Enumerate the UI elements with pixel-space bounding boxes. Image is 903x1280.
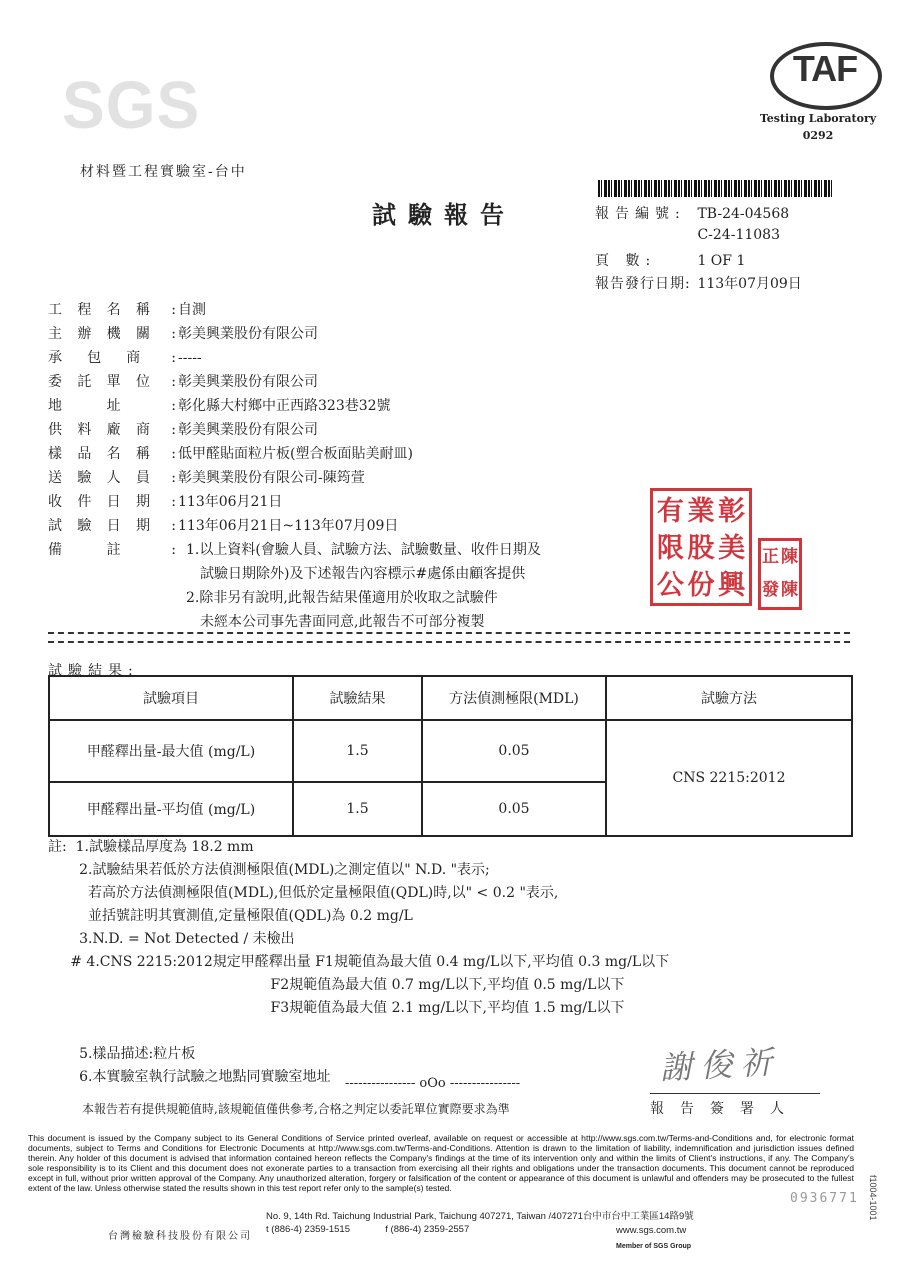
note-line (48, 1020, 669, 1043)
seal-char: 陳 (781, 580, 798, 600)
seal-char: 有 (656, 496, 684, 527)
note-line: 2.試驗結果若低於方法偵測極限值(MDL)之測定值以" N.D. "表示; (48, 862, 490, 878)
disclaimer-cn: 本報告若有提供規範值時,該規範值僅供參考,合格之判定以委託單位實際要求為準 (82, 1102, 510, 1116)
results-label: 試驗結果: (48, 663, 139, 679)
seal-char: 發 (762, 580, 779, 600)
remark-row (48, 610, 541, 634)
remark-text: 試驗日期除外)及下述報告內容標示#處係由顧客提供 (200, 566, 526, 582)
results-table (48, 675, 853, 837)
field-value: 彰美興業股份有限公司-陳筠萱 (178, 470, 365, 486)
note-line: 6.本實驗室執行試驗之地點同實驗室地址 (48, 1069, 331, 1085)
field-value: 彰美興業股份有限公司 (178, 374, 318, 390)
remark-row (48, 538, 541, 562)
field-label: 承 包 商 : (48, 350, 176, 366)
field-value: 自測 (178, 302, 206, 318)
row-mdl: 0.05 (422, 720, 606, 782)
taf-line2: 0292 (802, 129, 834, 142)
header-mdl: 方法偵測極限(MDL) (422, 676, 606, 720)
report-no2-row (595, 227, 780, 243)
field-row (48, 418, 541, 442)
footer-member: Member of SGS Group (616, 1243, 692, 1250)
field-value: 彰化縣大村鄉中正西路323巷32號 (178, 398, 391, 414)
table-header-row (49, 676, 852, 720)
seal-char: 陳 (781, 547, 798, 567)
separator (48, 632, 850, 643)
report-no-label: 報告編號: (595, 206, 686, 222)
remark-row (48, 586, 541, 610)
field-label: 送 驗 人 員 : (48, 470, 176, 486)
note-line: F3規範值為最大值 2.1 mg/L以下,平均值 1.5 mg/L以下 (48, 1000, 625, 1016)
footer-fax: f (886-4) 2359-2557 (385, 1224, 470, 1235)
field-row (48, 514, 541, 538)
report-title: 試驗報告 (372, 200, 516, 229)
seal-char: 業 (687, 496, 715, 527)
footer-tel: t (886-4) 2359-1515 (266, 1224, 350, 1235)
lab-name: 材料暨工程實驗室-台中 (80, 164, 247, 180)
row-method: CNS 2215:2012 (606, 720, 852, 836)
header-method: 試驗方法 (606, 676, 852, 720)
table-row (49, 720, 852, 782)
field-label: 試 驗 日 期 : (48, 518, 176, 534)
note-line: 5.樣品描述:粒片板 (48, 1046, 196, 1062)
report-fields (48, 298, 541, 634)
issue-date: 113年07月09日 (697, 276, 802, 292)
footer-website[interactable]: www.sgs.com.tw (616, 1225, 687, 1236)
field-row (48, 466, 541, 490)
taf-line1: Testing Laboratory (759, 112, 877, 125)
remark-text: 1.以上資料(會驗人員、試驗方法、試驗數量、收件日期及 (186, 542, 541, 558)
field-value: 彰美興業股份有限公司 (178, 422, 318, 438)
row-item: 甲醛釋出量-最大值 (mg/L) (49, 720, 293, 782)
legal-notice: This document is issued by the Company subject to its General Conditions of Service printed overleaf, available on request or accessible at http://www.sgs.com.tw/Terms-and-Conditions and, for electronic format documents, subject to Terms and Conditions for Electronic Documents at http://www.sgs.com.tw/Terms-and-Conditions. Attention is drawn to the limitation of liability, indemnification and jurisdiction issues defined therein. Any holder of this document is advised that information contained hereon reflects the Company's findings at the time of its intervention only and within the limits of Client's instructions, if any. The Company's sole responsibility is to its Client and this document does not exonerate parties to a transaction from exercising all their rights and obligations under the transaction documents. This document cannot be reproduced except in full, without prior written approval of the Company. Any unauthorized alteration, forgery or falsification of the content or appearance of this document is unlawful and offenders may be prosecuted to the fullest extent of the law. Unless otherwise stated the results shown in this test report refer only to the sample(s) tested. (28, 1133, 854, 1193)
field-value: 低甲醛貼面粒片板(塑合板面貼美耐皿) (178, 446, 413, 462)
row-result: 1.5 (293, 720, 422, 782)
seal-char: 限 (656, 533, 684, 564)
field-row (48, 442, 541, 466)
field-row (48, 298, 541, 322)
report-no: TB-24-04568 (697, 206, 790, 222)
pages-value: 1 OF 1 (697, 253, 746, 269)
end-mark: ---------------- oOo ---------------- (345, 1076, 521, 1091)
pages-label: 頁 數: (595, 253, 657, 269)
remark-label: 備 註 : (48, 542, 176, 558)
field-row (48, 370, 541, 394)
note-line: 3.N.D. = Not Detected / 未檢出 (48, 931, 295, 947)
seal-char: 公 (656, 570, 684, 601)
field-label: 樣 品 名 稱 : (48, 446, 176, 462)
seal-char: 份 (687, 570, 715, 601)
personal-seal (758, 538, 802, 610)
row-mdl: 0.05 (422, 782, 606, 836)
field-label: 供 料 廠 商 : (48, 422, 176, 438)
taf-logo: TAF (792, 48, 858, 89)
issue-date-row (595, 273, 802, 293)
field-label: 工 程 名 稱 : (48, 302, 176, 318)
footer-address-line: No. 9, 14th Rd. Taichung Industrial Park, Taichung 407271, Taiwan /407271台中市台中工業區14路9號 (266, 1211, 694, 1222)
remark-text: 2.除非另有說明,此報告結果僅適用於收取之試驗件 (186, 590, 498, 606)
seal-char: 股 (687, 533, 715, 564)
remark-text: 未經本公司事先書面同意,此報告不可部分複製 (200, 614, 485, 630)
header-item: 試驗項目 (49, 676, 293, 720)
note-line: 若高於方法偵測極限值(MDL),但低於定量極限值(QDL)時,以" < 0.2 "表示, (48, 885, 559, 901)
seal-char: 正 (762, 547, 779, 567)
barcode (598, 180, 834, 197)
handwritten-signature: 謝俊祈 (659, 1042, 782, 1088)
seal-char: 興 (718, 570, 746, 601)
notes (48, 836, 669, 1089)
field-row (48, 346, 541, 370)
field-label: 主 辦 機 關 : (48, 326, 176, 342)
field-label: 地 址 : (48, 398, 176, 414)
signature-line (650, 1093, 820, 1094)
header-result: 試驗結果 (293, 676, 422, 720)
field-value: 113年06月21日 (178, 494, 283, 510)
taf-caption (748, 110, 888, 144)
remark-row (48, 562, 541, 586)
footer-company: 台灣檢驗科技股份有限公司 (108, 1231, 252, 1242)
serial-number: 0936771 (790, 1191, 859, 1206)
note-line: # 4.CNS 2215:2012規定甲醛釋出量 F1規範值為最大值 0.4 mg/L以下,平均值 0.3 mg/L以下 (48, 954, 670, 970)
note-line: 註: 1.試驗樣品厚度為 18.2 mm (48, 839, 254, 855)
field-label: 委 託 單 位 : (48, 374, 176, 390)
seal-char: 美 (718, 533, 746, 564)
report-no-row (595, 203, 789, 223)
sgs-logo: SGS (62, 67, 201, 143)
note-line: F2規範值為最大值 0.7 mg/L以下,平均值 0.5 mg/L以下 (48, 977, 625, 993)
report-no2: C-24-11083 (697, 227, 780, 243)
row-item: 甲醛釋出量-平均值 (mg/L) (49, 782, 293, 836)
signer-label: 報告簽署人 (650, 1101, 800, 1117)
field-row (48, 394, 541, 418)
note-line: 並括號註明其實測值,定量極限值(QDL)為 0.2 mg/L (48, 908, 413, 924)
company-seal (650, 488, 752, 606)
field-value: 113年06月21日~113年07月09日 (178, 518, 399, 534)
field-row (48, 490, 541, 514)
pages-row (595, 250, 745, 270)
field-value: 彰美興業股份有限公司 (178, 326, 318, 342)
issue-date-label: 報告發行日期: (595, 276, 691, 292)
field-label: 收 件 日 期 : (48, 494, 176, 510)
form-number: f1004-1001 (868, 1175, 878, 1221)
field-value: ----- (178, 350, 202, 366)
row-result: 1.5 (293, 782, 422, 836)
field-row (48, 322, 541, 346)
seal-char: 彰 (718, 496, 746, 527)
